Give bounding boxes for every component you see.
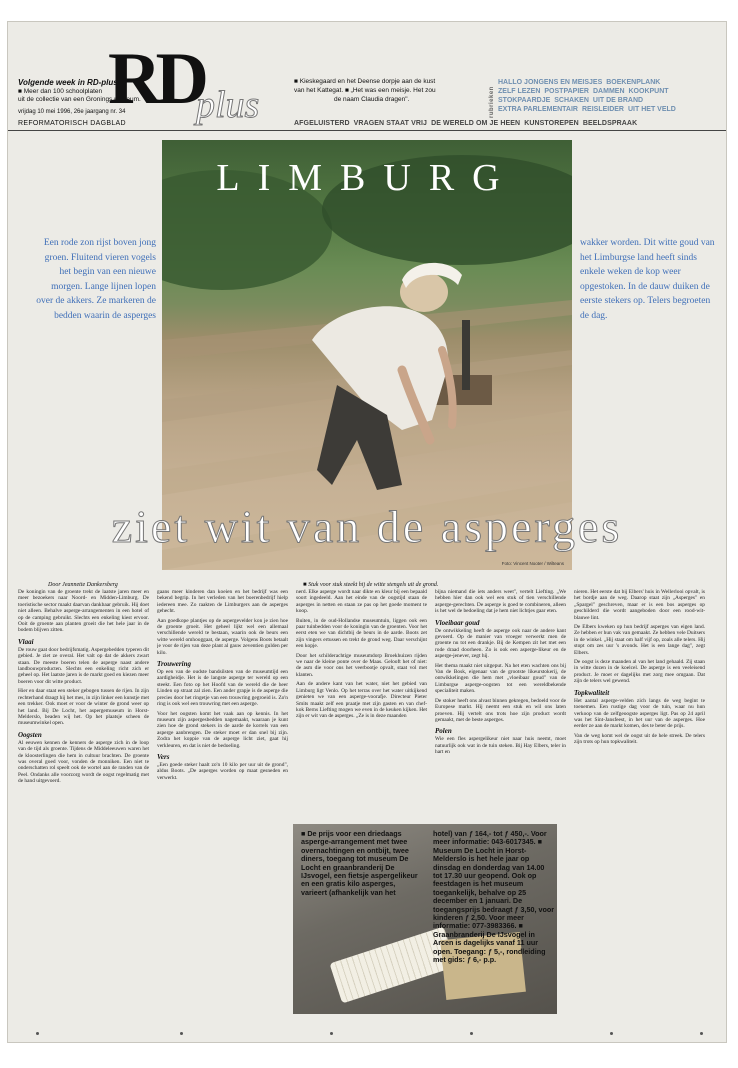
headline: ziet wit van de asperges [111, 501, 623, 552]
teaser-line: de naam Claudia dragen". [334, 96, 410, 103]
article-paragraph: nerd. Elke asperge wordt naar dikte en kleur bij een bepaald soort ingedeeld. Aan het einde van de oogstijd staan de asperges in netten en staan ze pas op het goede moment te koop. [296, 589, 427, 615]
article-paragraph: Aan de andere kant van het water, niet het gebied van Limburg ligt Venlo. Op het terras over het water uitkijkend genieten we van een asperge-voorafje. Directeur Pieter Smits maakt zelf een praatje met zijn gasten en van chef-kok Berns Liefting mogen we even in de keuken kijken. Het zijn er wit van de asperges. „Ze is in deze maanden [296, 681, 427, 720]
rubriek-item: SCHAKEN [554, 97, 589, 104]
footer-dots [0, 1032, 738, 1042]
article-paragraph: De Elbers kweken op hun bedrijf asperges van eigen land. Ze hebben er hun vak van gemaakt. Ze hebben vele Duitsers in de winkel. „Hij staat om half vijf op, zoals alle telers. Hij stopt om zes uur 's avonds. Het is een lange dag", zegt Elbers. [574, 624, 705, 656]
article-paragraph: gaans meer kinderen dan koeien en het bedrijf was een bekend begrip. In het verleden van het boerenbedrijf hielp iedereen mee. Zo raakten de Limburgers aan de asperges gehecht. [157, 589, 288, 615]
footer-dot [330, 1032, 333, 1035]
rubrieken-row [498, 78, 723, 87]
intro-text-right: wakker worden. Dit witte goud van het Limburgse land heeft sinds enkele weken de kop weer opgestoken. In de dauw duiken de eerste stekers op. Telers begroeten de dag. [580, 238, 715, 321]
photo-credit: Foto: Vincent Nooter / Wilteans [501, 561, 564, 566]
rubriek-item: BOEKENPLANK [606, 79, 661, 86]
section-heading: Topkwaliteit [574, 688, 610, 697]
article-paragraph: Het thema maakt niet uitgeput. Na het eten wachten ons bij Van de Bosk, eigenaar van de grootste likeurstokerij, de ontwikkelingen die hem met „vloeibaar goud" van de Limburgse asperge-oogsten tot een wereldbekende specialiteit maken. [435, 662, 566, 695]
rubriek-item: POSTPAPIER [544, 88, 589, 95]
article-paragraph: De oogst is deze maanden al van het land gehaald. Zij staan in witte dozen in de koelcel. De asperge is een veeleisend product. Je moet er dagelijks met zorg mee omgaan. Dat zijn de telers wel gewend. [574, 659, 705, 685]
section-heading: Vloeibaar goud [435, 618, 480, 627]
teaser-line: ■ Kieskegaard en het Deense dorpje aan de kust [294, 78, 436, 85]
date-line: vrijdag 10 mei 1996, 26e jaargang nr. 34 [18, 109, 126, 115]
article-paragraph: De ontwikkeling heeft de asperge ook naar de andere kant gevoerd. Op de manier van vroeger verwerkt men de groente nu tot een drankje. Bij de Kempen zit het met een rode draad doorheen. Zo is ook een asperge-likeur en de asperge-jenever, zegt hij. [435, 627, 566, 660]
article-column [18, 589, 149, 1019]
sub-nav-item: DE WERELD OM JE HEEN [431, 120, 521, 127]
article-paragraph: Het aantal asperge-velden zich langs de weg begint te toenemen. Een rustige dag voor de tuin, waar nu hun verkoop van de zelfgeoogste asperges ligt. Pas op 24 april was het Sint-Jansfeest, in het uur van de asperges. Hoe eerder ze aan de markt komen, des te beter de prijs. [574, 697, 705, 730]
intro-text-left: Een rode zon rijst boven jong groen. Fluitend vieren vogels het begin van een nieuwe morgen. Lange lijnen lopen over de akkers. Ze markeren de bedden waarin de asperges [36, 238, 156, 321]
rubriek-item: HALLO JONGENS EN MEISJES [498, 79, 603, 86]
article-paragraph: De rouw gaat door bedrijfsmatig. Aspergebedden typeren dit gebied. Je ziet ze overal. Het valt op dat de akkers zwart staan. De meeste boeren telen de asperge naast andere landbouwproducten. Slechts een enkeling richt zich er geheel op. Het laatste jaren is de markt goed en kiezen meer boeren voor dit witte product. [18, 646, 149, 685]
sub-nav-item: BEELDSPRAAK [582, 120, 638, 127]
paper-name: REFORMATORISCH DAGBLAD [18, 120, 126, 127]
rubriek-item: UIT DE BRAND [592, 97, 644, 104]
info-text-right: hotel) van ƒ 164,- tot ƒ 450,-. Voor meer informatie: 043-6017345. ■ Museum De Locht in Horst-Melderslo is het hele jaar op dinsdag en donderdag van 14.00 tot 17.30 uur geopend. Ook op feestdagen is het museum toegankelijk, behalve op 25 december en 1 januari. De toegangsprijs bedraagt ƒ 3,50, voor kinderen ƒ 2,50. Voor meer informatie: 077-3983366. ■ Graanbranderij De IJsvogel in Arcen is dagelijks vanaf 11 uur open. Toegang: ƒ 5,-, rondleiding met gids: ƒ 6,- p.p. [433, 829, 555, 965]
article-paragraph: Door het schilderachtige museumdorp Broekhuizen rijden we naar de kleine ponte over de Maas. Gelooft het of niet: de asm die voor ons het veerbootje opvalt, staat vol met klanten. [296, 652, 427, 678]
rubriek-item: KOOKPUNT [628, 88, 669, 95]
photo-title: LIMBURG [216, 157, 518, 199]
footer-dot [470, 1032, 473, 1035]
section-heading: Polen [435, 727, 452, 736]
rubrieken-row [498, 96, 723, 105]
article-column [296, 589, 427, 821]
article-paragraph: Aan goedkope plantjes op de aspergevelder kon je zien hoe de groente groeit. Het geheel lijkt wel een allemaal verschillende wereld te bestaan, waarin ook de beurs een witte wereld omhooggaat, de asperge. Volgens Boots betaalt je voor de rijen van deze plant al gauw zeventien gulden per kilo. [157, 617, 288, 656]
rubrieken-row [498, 87, 723, 96]
sub-nav-item: AFGELUISTERD [294, 120, 350, 127]
section-heading: Vers [157, 752, 170, 761]
info-text-left: ■ De prijs voor een driedaags asperge-arrangement met twee overnachtingen en ontbijt, twee diners, toegang tot museum De Locht en graanbranderij De IJsvogel, een fietsje aspergelikeur en een gratis kilo asperges, varieert (afhankelijk van het [301, 829, 418, 897]
article-paragraph: Van de weg komt wel de oogst uit de hele streek. De telers zijn trots op hun topkwaliteit. [574, 732, 705, 746]
rubrieken-label: rubrieken [489, 86, 495, 118]
next-week-item: ■ Meer dan 100 schoolplaten [18, 88, 103, 95]
article-paragraph: Wie een fles aspergelikeur niet naar huis neemt, moet natuurlijk ook wat in de tuin steken. Bij Hay Elbers, teler in hart en [435, 736, 566, 756]
article-paragraph: Buiten, in de oud-Hollandse museumtuin, liggen ook een paar tuinbedden voor de koningin van de groenten. Voor het eerst eten we van dichtbij de beurs in de aarde. Boots zet zijn vingers ertussen en trekt de grond weg. Daar verschijnt een kopje. [296, 617, 427, 650]
article-paragraph: Voor het oogsten komt het vaak aan op kennis. In het museum zijn aspergesbedden nagemaakt, waaraan je kunt zien hoe de grond stekers in de aarde de korrels van een asperge aanbrengen. De steker moet er dan snel bij zijn. Zodra het koppie van de asperge licht ziet, gaat hij verkleuren, en dat is niet de bedoeling. [157, 710, 288, 749]
next-week-item: uit de collectie van een Gronings museum. [18, 96, 141, 103]
article-paragraph: Op een van de oudste bandsilsten van de museumtijd een aardigheidje. Het is de langste asperge ter wereld op een steekt. Een foto op het Hoofd van de wereld die de heer Linden op straat zal zien. Een ander grapje is de asperge die precies door het ringetje van een trouwring gegroeid is. Zo'n ring is ook wel een trouwring met een asperge. [157, 669, 288, 708]
article-paragraph: Hier en daar staat een steker gebogen tussen de rijen. In zijn rechterhand draagt hij het mes, in zijn linker een kunstje met een trekker. Ook moet er voor de winter de grond weer op het land. Bij De Locht, het aspergemuseum in Horst-Melderslo, beaden wij het. Op het plaatsje scheen de museumwinkel open. [18, 688, 149, 727]
footer-dot [700, 1032, 703, 1035]
article-paragraph: bijna niemand die iets anders weet", vertelt Liefting. „We hebben hier dan ook wel een stuk of tien verschillende asperge-gerechten. De asperge is goed te combineren, alleen is het wel de bedoeling dat je hem niet lichtjes gaar eten. [435, 589, 566, 615]
article-paragraph: „Een goede steker haalt zo'n 10 kilo per uur uit de grond", aldus Boots. „De asperges worden op maat gesneden en verwerkt. [157, 761, 288, 781]
newspaper-page [8, 22, 726, 1042]
sub-nav-row [294, 120, 641, 127]
info-box [293, 824, 557, 1014]
article-paragraph: De stoker heeft ons alvast binnen gekregen, bedoeld voor de Europese markt. Hij neemt een stuk en wil ons laten proeven. Hij vertelt ons trots hoe zijn product wordt gemaakt, met de beste asperges. [435, 697, 566, 723]
footer-dot [610, 1032, 613, 1035]
section-heading: Vlaai [18, 637, 34, 646]
rubrieken-row [498, 105, 723, 114]
rd-plus-logo-plus: plus [196, 84, 260, 126]
article-paragraph: nieren. Het eerste dat bij Elbers' huis in Wellerlooi opvalt, is het bordje aan de weg. Daarop staat zijn „Asperges" en „Spargel" geschreven, maar er is een bos asperges op geschilderd die wordt aangeboden door een rood-wit-blauwe lint. [574, 589, 705, 621]
section-heading: Oogsten [18, 730, 42, 739]
footer-dot [180, 1032, 183, 1035]
byline: Door Jeannette Dankersberg [48, 582, 118, 588]
sub-nav-item: KUNSTOREPEN [524, 120, 579, 127]
teaser-line: van het Kattegat. ■ „Het was een meisje. Het zou [294, 87, 436, 94]
rubriek-item: ZELF LEZEN [498, 88, 541, 95]
rubriek-item: REISLEIDER [581, 106, 624, 113]
next-week-label: Volgende week in RD-plus: [18, 78, 121, 87]
masthead [8, 22, 726, 130]
article-paragraph: De koningin van de groente trekt de laatste jaren meer en meer bezoekers naar Noord- en Midden-Limburg. De toeristische sector maakt daarvan dankbaar gebruik. Hij doet niet alleen. Behalve asperge-arrangementen in een hotel of op de camping gebruikt. Slechts een enkeling kiest ervoor. Ooit de groente aan planten groeit die het hele jaar in de bodem blijven zitten. [18, 589, 149, 634]
article-column [435, 589, 566, 821]
article-column [157, 589, 288, 1019]
header-divider [8, 130, 726, 131]
sub-nav-item: VRAGEN STAAT VRIJ [353, 120, 428, 127]
rd-plus-logo: RD [108, 38, 203, 120]
rubriek-item: DAMMEN [593, 88, 625, 95]
footer-dot [36, 1032, 39, 1035]
section-heading: Trouwering [157, 660, 191, 669]
rubriek-item: UIT HET VELD [628, 106, 676, 113]
article-column [574, 589, 705, 1019]
photo-caption: ■ Stuk voor stuk steekt hij de witte stengels uit de grond. [303, 582, 439, 588]
rubriek-item: STOKPAARDJE [498, 97, 551, 104]
rubriek-item: EXTRA PARLEMENTAIR [498, 106, 578, 113]
article-paragraph: Al eeuwen kennen de kenners de asperge zich in de loop van de tijd als groente. Tijdens de Middeleeuwen waren het de kloosterlingen die hem in cultuur brachten. De groente was overal goed voor, vonden de monniken. Een niet te onderschatten rol speelt ook de wortel aan de randen van de Peel. Ondanks alle voorzorg wordt de oogst regelmatig met de hand uitgevoerd. [18, 739, 149, 785]
